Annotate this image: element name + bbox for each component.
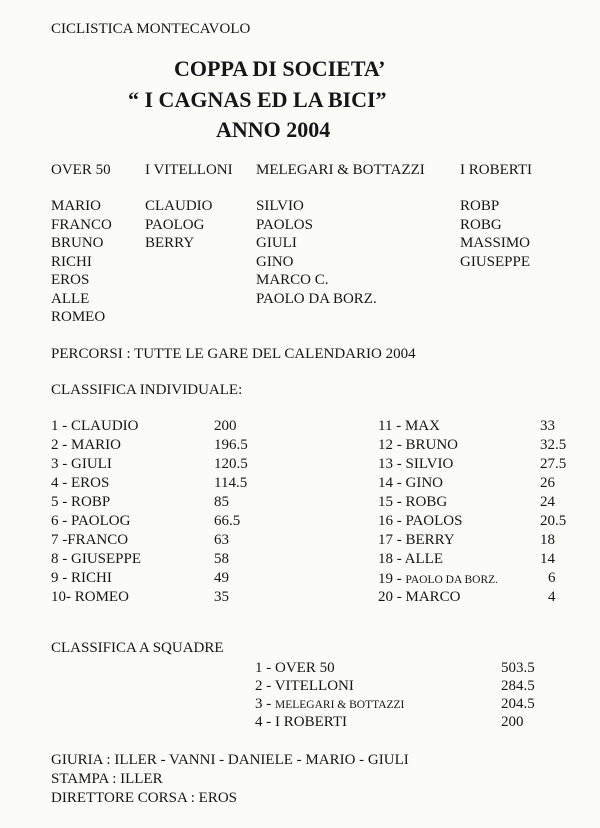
team-ranking-label: 2 - VITELLONI	[255, 678, 354, 694]
ranking-row	[378, 512, 578, 531]
team-member: PAOLOS	[256, 216, 313, 233]
individual-ranking-left	[51, 417, 301, 607]
ranking-row	[51, 512, 301, 531]
ranking-row	[378, 588, 578, 607]
team-member: MARCO C.	[256, 272, 329, 288]
ranking-label	[378, 569, 498, 590]
ranking-points: 18	[540, 532, 555, 548]
team-member: MARIO	[51, 198, 102, 214]
ranking-row	[51, 531, 301, 550]
ranking-points: 196.5	[214, 437, 248, 453]
ranking-row	[378, 550, 578, 569]
ranking-label: 20 - MARCO	[378, 589, 461, 605]
ranking-points: 4	[548, 589, 556, 605]
team-member: ROBP	[460, 198, 500, 214]
ranking-row	[378, 531, 578, 550]
jury-line: GIURIA : ILLER - VANNI - DANIELE - MARIO - GIULI	[51, 752, 409, 768]
team-member: CLAUDIO	[145, 198, 213, 214]
team-member: BRUNO	[51, 235, 104, 251]
press-line: STAMPA : ILLER	[51, 771, 163, 787]
ranking-label: 2 - MARIO	[51, 437, 121, 453]
team-ranking-label: 1 - OVER 50	[255, 660, 335, 676]
ranking-label: 17 - BERRY	[378, 532, 455, 548]
club-name: CICLISTICA MONTECAVOLO	[51, 21, 251, 37]
ranking-row	[51, 436, 301, 455]
team-ranking-label	[255, 695, 404, 714]
ranking-label: 9 - RICHI	[51, 570, 112, 586]
team-member: GINO	[256, 253, 294, 270]
team-ranking-label-name: MELEGARI & BOTTAZZI	[275, 699, 405, 711]
race-director-line: DIRETTORE CORSA : EROS	[51, 790, 237, 806]
team-ranking-row	[255, 677, 545, 695]
team-header-vitelloni: I VITELLONI	[145, 162, 233, 178]
ranking-points: 200	[214, 418, 237, 434]
ranking-row	[378, 493, 578, 512]
ranking-points: 32.5	[540, 437, 567, 453]
title-line-3: ANNO 2004	[216, 117, 331, 142]
ranking-label: 4 - EROS	[51, 475, 110, 491]
ranking-row	[51, 455, 301, 474]
team-member: ALLE	[51, 290, 90, 307]
ranking-points: 114.5	[214, 475, 248, 491]
ranking-points: 49	[214, 570, 229, 586]
ranking-label: 3 - GIULI	[51, 456, 112, 472]
ranking-points: 14	[540, 551, 555, 567]
team-ranking-label-number: 3 -	[255, 696, 275, 712]
ranking-label: 6 - PAOLOG	[51, 513, 131, 529]
ranking-points: 85	[214, 494, 229, 510]
team-members-melegari	[256, 197, 377, 308]
ranking-label-number: 19 -	[378, 571, 406, 587]
ranking-row	[51, 569, 301, 588]
team-ranking-heading: CLASSIFICA A SQUADRE	[51, 640, 224, 656]
ranking-points: 24	[540, 494, 555, 510]
ranking-row	[51, 417, 301, 436]
ranking-row	[51, 493, 301, 512]
ranking-row	[378, 436, 578, 455]
ranking-points: 20.5	[540, 513, 567, 529]
ranking-label: 7 -FRANCO	[51, 532, 129, 548]
title-line-1: COPPA DI SOCIETA’	[174, 56, 386, 81]
team-header-over50: OVER 50	[51, 162, 111, 178]
team-member: ROBG	[460, 216, 502, 233]
team-member: SILVIO	[256, 198, 304, 214]
team-member: ROMEO	[51, 309, 106, 325]
ranking-label: 8 - GIUSEPPE	[51, 551, 142, 567]
team-header-melegari: MELEGARI & BOTTAZZI	[256, 162, 425, 178]
ranking-points: 63	[214, 532, 229, 548]
team-ranking-row	[255, 659, 545, 677]
ranking-label: 14 - GINO	[378, 475, 443, 491]
ranking-label: 10- ROMEO	[51, 589, 129, 605]
ranking-label: 12 - BRUNO	[378, 437, 459, 453]
ranking-label-name: PAOLO DA BORZ.	[405, 574, 499, 586]
team-member: GIULI	[256, 235, 297, 251]
ranking-points: 33	[540, 418, 555, 434]
ranking-row	[378, 474, 578, 493]
team-ranking-row	[255, 695, 545, 713]
title-line-2: “ I CAGNAS ED LA BICI”	[128, 87, 387, 112]
ranking-label: 16 - PAOLOS	[378, 513, 463, 529]
team-member: EROS	[51, 272, 90, 288]
team-member: BERRY	[145, 235, 195, 251]
ranking-row	[51, 588, 301, 607]
team-ranking-points: 284.5	[501, 678, 535, 694]
ranking-row	[51, 550, 301, 569]
team-ranking-points: 200	[501, 714, 524, 730]
team-ranking-points: 503.5	[501, 660, 535, 676]
ranking-row	[378, 417, 578, 436]
team-ranking-row	[255, 713, 545, 731]
individual-ranking-right	[378, 417, 578, 607]
ranking-points: 27.5	[540, 456, 567, 472]
ranking-row	[51, 474, 301, 493]
team-ranking-label: 4 - I ROBERTI	[255, 714, 348, 730]
ranking-row	[378, 455, 578, 474]
ranking-points: 120.5	[214, 456, 248, 472]
ranking-label: 1 - CLAUDIO	[51, 418, 139, 434]
percorsi-line: PERCORSI : TUTTE LE GARE DEL CALENDARIO 2004	[51, 346, 416, 362]
ranking-label: 5 - ROBP	[51, 494, 111, 510]
ranking-row	[378, 569, 578, 588]
ranking-label: 18 - ALLE	[378, 551, 443, 567]
team-members-over50	[51, 197, 112, 327]
ranking-points: 66.5	[214, 513, 241, 529]
team-members-roberti	[460, 197, 530, 271]
ranking-points: 58	[214, 551, 229, 567]
team-member: GIUSEPPE	[460, 253, 531, 270]
ranking-label: 11 - MAX	[378, 418, 440, 434]
individual-ranking-heading: CLASSIFICA INDIVIDUALE:	[51, 382, 243, 398]
team-member: FRANCO	[51, 216, 112, 233]
ranking-label: 15 - ROBG	[378, 494, 448, 510]
team-ranking	[255, 659, 545, 731]
ranking-label: 13 - SILVIO	[378, 456, 454, 472]
team-members-vitelloni	[145, 197, 213, 253]
team-member: RICHI	[51, 253, 92, 270]
team-member: PAOLO DA BORZ.	[256, 290, 377, 307]
ranking-points: 6	[548, 570, 556, 586]
team-header-roberti: I ROBERTI	[460, 162, 533, 178]
ranking-points: 35	[214, 589, 229, 605]
team-ranking-points: 204.5	[501, 696, 535, 712]
team-member: PAOLOG	[145, 216, 205, 233]
ranking-points: 26	[540, 475, 555, 491]
team-member: MASSIMO	[460, 235, 531, 251]
